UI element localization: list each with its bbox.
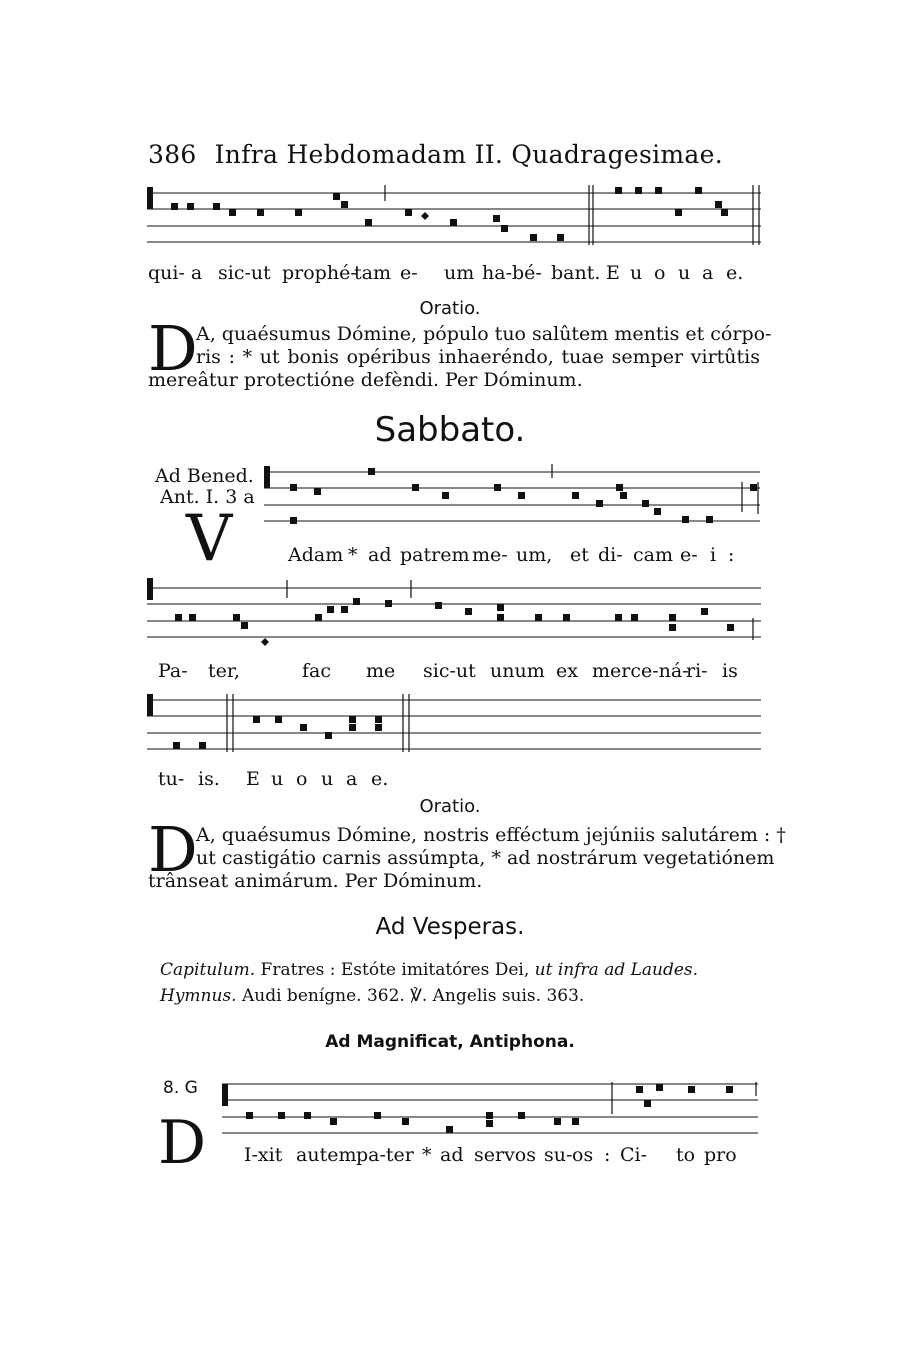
hymnus-label: Hymnus. [160,986,237,1006]
chant-lyrics-1 [148,262,760,286]
syllable: a [702,262,714,284]
syllable: bant. [551,262,601,284]
syllable: Pa- [158,660,188,682]
syllable: patrem [400,544,470,566]
syllable: e- [680,544,698,566]
drop-cap-3: D [158,1108,207,1178]
syllable: os [572,1144,594,1166]
oratio-text-2 [148,824,786,893]
staff-lines-1 [145,183,763,247]
syllable: Adam [288,544,344,566]
syllable: * [422,1144,432,1166]
running-head-title: Infra Hebdomadam II. Quadragesimae. [214,140,723,169]
drop-cap-v: V [186,502,233,576]
section-title-vesperas: Ad Vesperas. [375,914,525,940]
syllable: merce-ná- [592,660,689,682]
syllable: cam [633,544,673,566]
syllable: E [606,262,620,284]
syllable: is. [198,768,220,790]
prayer-line: A, quaésumus Dómine, nostris efféctum jejúniis salutárem : † [196,824,786,846]
syllable: sic-ut [218,262,271,284]
syllable: : [604,1144,611,1166]
prayer-line: ut castigátio carnis assúmpta, * ad nostrárum vegetatiónem [196,847,775,869]
syllable: o [296,768,308,790]
syllable: u [271,768,284,790]
syllable: et [570,544,589,566]
syllable: sic-ut [423,660,476,682]
ant-label-line-2: Ant. I. 3 a [160,486,255,508]
syllable: is [722,660,738,682]
syllable: me [366,660,396,682]
capitulum-label: Capitulum. [160,960,256,980]
syllable: * [348,544,358,566]
hymnus-line [160,986,584,1006]
syllable: u [678,262,691,284]
chant-staff-5 [220,1080,760,1140]
chant-staff-4 [145,690,763,756]
prayer-line: mereâtur protectióne defèndi. Per Dóminum. [148,369,583,391]
syllable: qui- a [148,262,203,284]
chant-lyrics-3 [158,660,758,684]
syllable: u [630,262,643,284]
oratio-text-1 [148,323,772,392]
syllable: ad [368,544,392,566]
prayer-line: A, quaésumus Dómine, pópulo tuo salûtem mentis et córpo- [196,323,772,345]
ant-label-line-1: Ad Bened. [155,465,254,487]
chant-staff-3 [145,578,763,648]
syllable: autem [296,1144,357,1166]
section-title-sabbato: Sabbato. [374,410,526,450]
running-head [148,140,723,169]
chant-staff-1 [145,183,763,247]
syllable: Ci- [620,1144,648,1166]
oratio-title-2: Oratio. [419,796,481,817]
capitulum-line [160,960,698,980]
magnificat-title: Ad Magnificat, Antiphona. [325,1032,575,1052]
staff-lines-5 [220,1080,760,1140]
syllable: ex [556,660,578,682]
syllable: E [246,768,260,790]
hymnus-text: Audi benígne. 362. ℣. Angelis suis. 363. [236,986,585,1006]
syllable: su- [544,1144,573,1166]
syllable: u [321,768,334,790]
syllable: me- [472,544,508,566]
syllable: di- [598,544,623,566]
drop-cap-1: D [148,312,198,385]
staff-lines-2 [262,462,762,530]
oratio-title-1: Oratio. [419,298,481,319]
syllable: tu- [158,768,185,790]
syllable: : [728,544,735,566]
syllable: e. [726,262,744,284]
syllable: prophé- [282,262,357,284]
capitulum-text: Fratres : Estóte imitatóres Dei, [255,960,535,980]
prayer-line: ris : * ut bonis opéribus inhaeréndo, tuae semper virtûtis [196,346,760,368]
staff-lines-4 [145,690,763,756]
chant-lyrics-5 [244,1144,744,1168]
syllable: ri- [686,660,708,682]
prayer-line: trânseat animárum. Per Dóminum. [148,870,483,892]
syllable: tam [354,262,391,284]
chant-lyrics-2 [288,544,758,568]
syllable: o [654,262,666,284]
syllable: a [346,768,358,790]
syllable: to [676,1144,696,1166]
syllable: servos [474,1144,537,1166]
syllable: unum [490,660,545,682]
syllable: i [710,544,717,566]
syllable: ter, [208,660,240,682]
syllable: e. [371,768,389,790]
chant-lyrics-4 [158,768,458,792]
capitulum-ref: ut infra ad Laudes. [534,960,699,980]
chant-staff-2 [262,462,762,530]
page-number: 386 [148,140,197,169]
mode-label: 8. G [163,1078,198,1098]
syllable: I-xit [244,1144,283,1166]
syllable: ha-bé- [482,262,542,284]
drop-cap-2: D [148,813,198,886]
syllable: fac [302,660,332,682]
syllable: pa-ter [356,1144,414,1166]
syllable: e- [400,262,418,284]
syllable: ad [440,1144,464,1166]
staff-lines-3 [145,578,763,648]
syllable: um, [516,544,553,566]
syllable: um [444,262,475,284]
syllable: pro [704,1144,737,1166]
